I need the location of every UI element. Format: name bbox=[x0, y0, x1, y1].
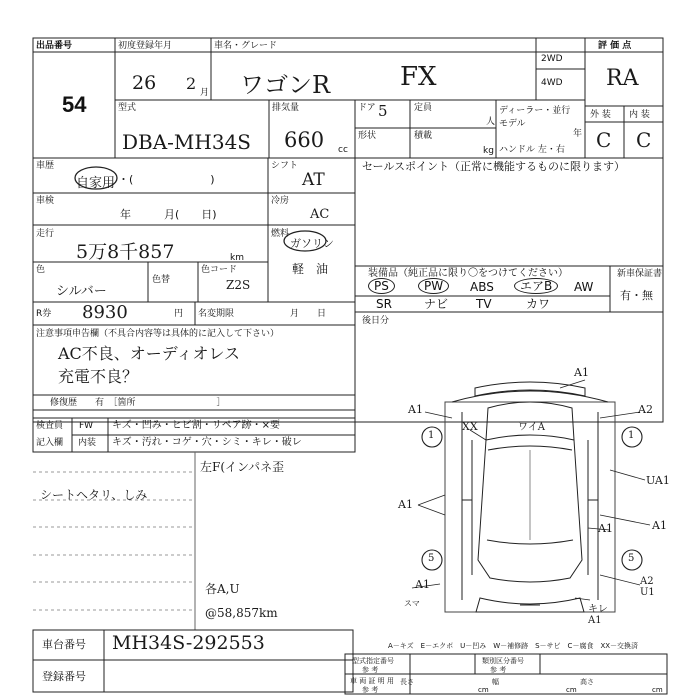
damage-mark-right-door: UA1 bbox=[646, 474, 670, 487]
equip-ps: PS bbox=[368, 281, 395, 291]
km-unit: km bbox=[230, 253, 244, 263]
first-reg-label: 初度登録年月 bbox=[118, 41, 173, 51]
damage-mark-left-side: A1 bbox=[398, 498, 413, 511]
load-label: 積載 bbox=[414, 131, 433, 141]
repair-label: 修復歴 有 ［箇所 ］ bbox=[50, 398, 226, 408]
score-value: RA bbox=[606, 66, 639, 91]
fuel-diesel: 軽 油 bbox=[292, 262, 329, 276]
cc-unit: cc bbox=[338, 145, 348, 155]
damage-legend: A－キズ E－エクボ U－凹み W－補修跡 S－サビ C－腐食 XX－交換済 bbox=[388, 642, 639, 650]
inspector-note-2: シートヘタリ、しみ bbox=[40, 488, 148, 502]
ac-label: 冷房 bbox=[271, 196, 290, 206]
color-change-label: 色替 bbox=[152, 275, 171, 285]
doors-value: 5 bbox=[378, 102, 388, 120]
car-name-label: 車名・グレード bbox=[214, 41, 278, 51]
color-code-label: 色コード bbox=[201, 265, 238, 275]
exterior-label: 外 装 bbox=[590, 110, 611, 120]
damage-mark-top: A1 bbox=[574, 366, 589, 379]
notes-line2: 充電不良？ bbox=[58, 367, 139, 386]
damage-mark-left-rear: A1 bbox=[415, 578, 430, 591]
interior-grade: C bbox=[636, 128, 652, 152]
month-unit: 月 bbox=[200, 88, 210, 98]
shape-label: 形状 bbox=[358, 131, 377, 141]
equip-leather: カワ bbox=[526, 297, 551, 311]
length-cm: cm bbox=[478, 686, 489, 694]
mileage-value: 5万8千857 bbox=[76, 241, 175, 263]
damage-mark-exchanged: XX bbox=[462, 420, 478, 433]
damage-mark-right-front: A2 bbox=[638, 403, 653, 416]
fuel-gasoline: ガソリン bbox=[290, 237, 334, 250]
handle-label: ハンドル 左・右 bbox=[499, 145, 565, 155]
shift-value: AT bbox=[302, 170, 325, 190]
inspector-label-1: 検査員 bbox=[36, 421, 64, 431]
chassis-number: MH34S-292553 bbox=[112, 632, 265, 654]
ac-value: AC bbox=[310, 207, 330, 222]
warranty-label: 新車保証書 bbox=[617, 269, 663, 279]
category-ref: 参 考 bbox=[490, 666, 507, 674]
kg-unit: kg bbox=[483, 146, 494, 156]
cert-ref: 参 考 bbox=[362, 686, 379, 694]
exterior-grade: C bbox=[596, 128, 612, 152]
width-cm: cm bbox=[566, 686, 577, 694]
recycle-value: 8930 bbox=[82, 302, 128, 323]
damage-mark-rear-right: A2 U1 bbox=[640, 576, 655, 598]
notes-line1: AC不良、オーディオレス bbox=[58, 344, 241, 363]
height-cm: cm bbox=[652, 686, 663, 694]
equip-pw: PW bbox=[418, 281, 449, 291]
color-label: 色 bbox=[36, 265, 46, 275]
grade: FX bbox=[400, 62, 437, 92]
interior-label: 内 装 bbox=[629, 110, 650, 120]
height-label: 高さ bbox=[580, 678, 594, 686]
notes-label: 注意事項申告欄（不具合内容等は具体的に記入して下さい） bbox=[36, 329, 280, 339]
equip-airbag: エアB bbox=[514, 281, 558, 291]
cert-label: 車 両 証 明 用 bbox=[350, 677, 394, 685]
doors-label: ドア bbox=[358, 103, 376, 113]
diagram-sumo-label: スマ bbox=[404, 599, 420, 608]
inspector-note-4: @58,857km bbox=[205, 606, 278, 620]
inspector-col-interior: 内装 bbox=[78, 438, 97, 448]
lot-number: 54 bbox=[62, 92, 87, 117]
type-spec-label: 型式指定番号 bbox=[352, 657, 394, 665]
width-label: 幅 bbox=[492, 678, 499, 686]
wheel-mark-2: 1 bbox=[628, 430, 635, 441]
displacement-label: 排気量 bbox=[272, 103, 300, 113]
recycle-label: R券 bbox=[36, 309, 52, 319]
history-rest: ・( ) bbox=[118, 173, 215, 186]
inspector-note-3: 各A,U bbox=[205, 582, 240, 596]
length-label: 長さ bbox=[400, 678, 414, 686]
dealer-label: ディーラー・並行 bbox=[499, 106, 571, 116]
reg-year: 26 bbox=[132, 72, 157, 94]
car-name: ワゴンR bbox=[240, 71, 331, 99]
equipment-label: 装備品（純正品に限り〇をつけてください） bbox=[368, 268, 568, 279]
shaken-fields: 年 月( 日) bbox=[120, 208, 217, 221]
equip-aw: AW bbox=[574, 280, 594, 294]
inspector-label-2: 記入欄 bbox=[36, 438, 64, 448]
damage-mark-bottom: キレ A1 bbox=[588, 604, 608, 626]
name-change-label: 名変期限 bbox=[198, 309, 235, 319]
score-label: 評 価 点 bbox=[598, 41, 632, 51]
category-label: 類別区分番号 bbox=[482, 657, 524, 665]
yen-unit: 円 bbox=[174, 309, 184, 319]
name-change-fields: 月 日 bbox=[290, 309, 327, 319]
history-value: 自家用 bbox=[76, 176, 116, 191]
equip-sr: SR bbox=[376, 297, 392, 311]
model-code: DBA-MH34S bbox=[122, 130, 252, 154]
damage-mark-right-rear: A1 bbox=[598, 522, 613, 535]
damage-mark-right-rear-door: A1 bbox=[652, 519, 667, 532]
trunk-label: 後日分 bbox=[362, 316, 390, 326]
fuel-label: 燃料 bbox=[271, 229, 290, 239]
chassis-label: 車台番号 bbox=[42, 638, 86, 651]
capacity-label: 定員 bbox=[414, 103, 433, 113]
inspector-note-1: 左F(インパネ歪 bbox=[200, 460, 285, 474]
displacement-value: 660 bbox=[284, 128, 325, 152]
4wd-label: 4WD bbox=[541, 78, 563, 88]
sales-point-label: セールスポイント（正常に機能するものに限ります） bbox=[362, 160, 626, 173]
color-code-value: Z2S bbox=[226, 278, 251, 292]
wheel-mark-3: 5 bbox=[428, 553, 435, 564]
type-spec-ref: 参 考 bbox=[362, 666, 379, 674]
lot-label: 出品番号 bbox=[36, 41, 73, 51]
inspector-col-fw: FW bbox=[79, 421, 94, 431]
model-label: 型式 bbox=[118, 103, 137, 113]
mileage-label: 走行 bbox=[36, 229, 55, 239]
2wd-label: 2WD bbox=[541, 54, 563, 64]
model-year-label: モデル bbox=[499, 119, 526, 129]
year-unit: 年 bbox=[573, 129, 583, 139]
damage-mark-roof: ワイA bbox=[518, 422, 545, 433]
shaken-label: 車検 bbox=[36, 196, 55, 206]
wheel-mark-1: 1 bbox=[428, 430, 435, 441]
equip-tv: TV bbox=[476, 297, 492, 311]
inspector-row-1: キズ・凹み・ヒビ割・リペア跡・×要 bbox=[112, 420, 280, 431]
history-label: 車歴 bbox=[36, 161, 55, 171]
color-value: シルバー bbox=[56, 284, 107, 299]
shift-label: シフト bbox=[271, 161, 299, 171]
equip-navi: ナビ bbox=[424, 297, 449, 311]
wheel-mark-4: 5 bbox=[628, 553, 635, 564]
reg-month: 2 bbox=[186, 74, 197, 93]
inspector-row-2: キズ・汚れ・コゲ・穴・シミ・キレ・破レ bbox=[112, 437, 302, 448]
warranty-value: 有・無 bbox=[620, 289, 653, 302]
damage-mark-left-front: A1 bbox=[408, 403, 423, 416]
equip-abs: ABS bbox=[470, 280, 494, 294]
reg-number-label: 登録番号 bbox=[42, 670, 86, 683]
person-unit: 人 bbox=[486, 117, 496, 127]
